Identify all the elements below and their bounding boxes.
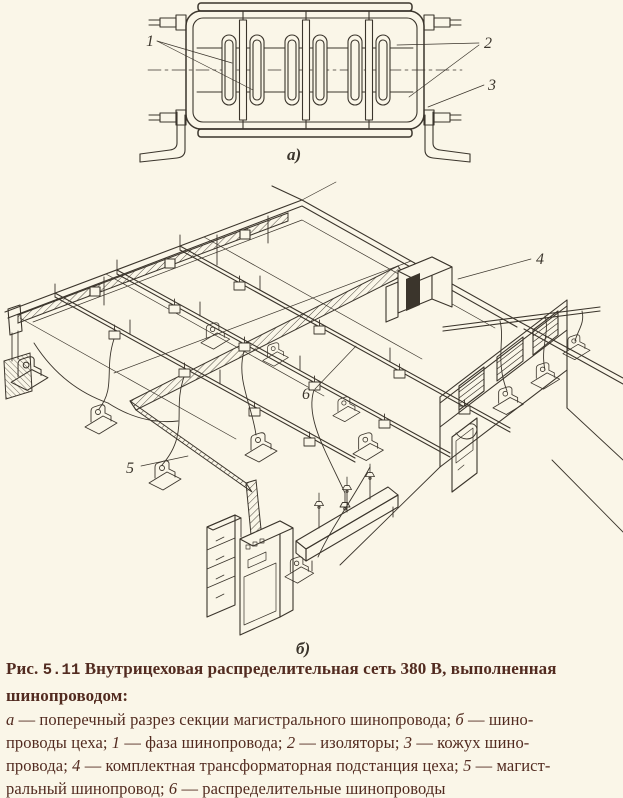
bolt — [424, 110, 461, 125]
distribution-cabinets — [207, 515, 293, 635]
label-4: 4 — [536, 251, 544, 268]
caption-legend-line: а — поперечный разрез секции магистрального шинопровода; б — шино- — [6, 710, 534, 729]
caption-title-line1: Рис. 5.11 Внутрицеховая распределительная сеть 380 В, выполненная — [6, 659, 557, 679]
subfigure-b-label: б) — [296, 639, 311, 658]
label-3: 3 — [488, 77, 496, 94]
leader-lines — [141, 259, 531, 466]
busbar-group — [285, 11, 327, 129]
busbar-group — [348, 11, 390, 129]
busbar-group — [222, 11, 264, 129]
roof-edge-busduct — [4, 213, 288, 399]
label-5: 5 — [126, 460, 134, 477]
busduct-cross-section-drawing — [0, 0, 623, 168]
bolt — [424, 15, 461, 30]
cabinet — [207, 515, 241, 617]
drop-cables — [34, 311, 583, 557]
door — [452, 418, 477, 492]
label-1: 1 — [146, 33, 154, 50]
bolt — [149, 15, 186, 30]
control-cabinet — [240, 521, 293, 635]
subfigure-a-label: а) — [287, 145, 302, 164]
label-6: 6 — [302, 386, 310, 403]
figure-caption — [6, 656, 618, 798]
caption-legend-line: проводы цеха; 1 — фаза шинопровода; 2 — изоляторы; 3 — кожух шино- — [6, 733, 530, 752]
caption-title-line2: шинопроводом: — [6, 686, 129, 705]
workbench — [296, 464, 398, 571]
caption-legend-line: ральный шинопровод; 6 — распределительные шинопроводы — [6, 779, 446, 798]
bolt — [149, 110, 186, 125]
caption-legend-line: провода; 4 — комплектная трансформаторная подстанция цеха; 5 — магист- — [6, 756, 551, 775]
partition-wall — [340, 300, 623, 565]
label-2: 2 — [484, 35, 492, 52]
workshop-isometric-drawing — [0, 165, 623, 660]
